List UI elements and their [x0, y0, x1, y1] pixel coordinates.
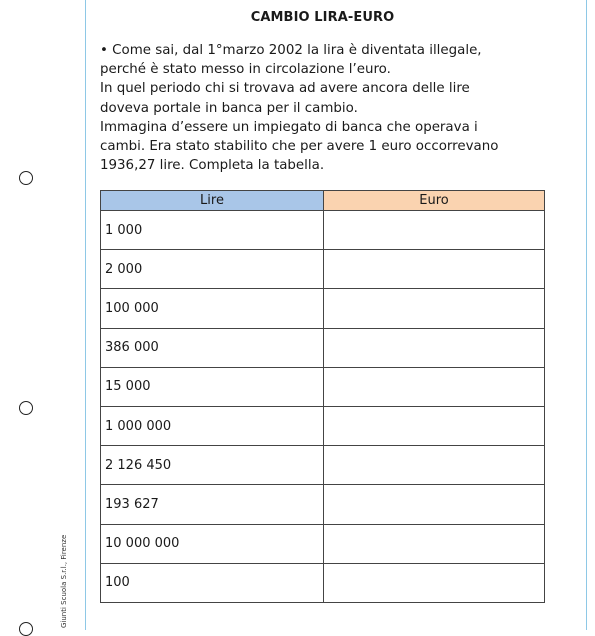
table-row: [101, 328, 545, 367]
lire-cell: 386 000: [101, 328, 324, 367]
euro-answer-cell[interactable]: [324, 250, 545, 289]
euro-answer-cell[interactable]: [324, 211, 545, 250]
exercise-text-line: perché è stato messo in circolazione l’euro.: [100, 62, 391, 78]
conversion-table: [100, 190, 545, 603]
exercise-text-line: Immagina d’essere un impiegato di banca che operava i: [100, 119, 478, 135]
table-row: [101, 367, 545, 406]
exercise-text-line: cambi. Era stato stabilito che per avere 1 euro occorrevano: [100, 139, 499, 155]
table-row: [101, 563, 545, 602]
exercise-text-line: 1936,27 lire. Completa la tabella.: [100, 158, 325, 174]
lire-cell: 10 000 000: [101, 524, 324, 563]
exercise-text: [100, 41, 550, 175]
table-row: [101, 485, 545, 524]
binder-hole-icon: [19, 401, 33, 415]
lire-cell: 193 627: [101, 485, 324, 524]
header-euro: Euro: [324, 191, 545, 211]
header-lire: Lire: [101, 191, 324, 211]
table-row: [101, 524, 545, 563]
page-title: CAMBIO LIRA-EURO: [250, 10, 395, 25]
table-header-row: [101, 191, 545, 211]
table-row: [101, 250, 545, 289]
euro-answer-cell[interactable]: [324, 446, 545, 485]
table-row: [101, 446, 545, 485]
lire-cell: 2 126 450: [101, 446, 324, 485]
binder-hole-icon: [19, 622, 33, 636]
euro-answer-cell[interactable]: [324, 524, 545, 563]
lire-cell: 100 000: [101, 289, 324, 328]
lire-cell: 100: [101, 563, 324, 602]
binder-hole-icon: [19, 171, 33, 185]
exercise-text-line: doveva portale in banca per il cambio.: [100, 100, 358, 116]
table-row: [101, 289, 545, 328]
lire-cell: 1 000: [101, 211, 324, 250]
euro-answer-cell[interactable]: [324, 289, 545, 328]
euro-answer-cell[interactable]: [324, 406, 545, 445]
euro-answer-cell[interactable]: [324, 328, 545, 367]
margin-line-right: [586, 0, 587, 630]
exercise-text-line: • Come sai, dal 1°marzo 2002 la lira è diventata illegale,: [100, 43, 482, 58]
euro-answer-cell[interactable]: [324, 563, 545, 602]
table-row: [101, 211, 545, 250]
euro-answer-cell[interactable]: [324, 367, 545, 406]
exercise-text-line: In quel periodo chi si trovava ad avere ancora delle lire: [100, 81, 470, 97]
lire-cell: 15 000: [101, 367, 324, 406]
lire-cell: 2 000: [101, 250, 324, 289]
table-row: [101, 406, 545, 445]
lire-cell: 1 000 000: [101, 406, 324, 445]
publisher-credit: Giunti Scuola S.r.l., Firenze: [60, 534, 68, 628]
euro-answer-cell[interactable]: [324, 485, 545, 524]
margin-line-left: [85, 0, 86, 630]
